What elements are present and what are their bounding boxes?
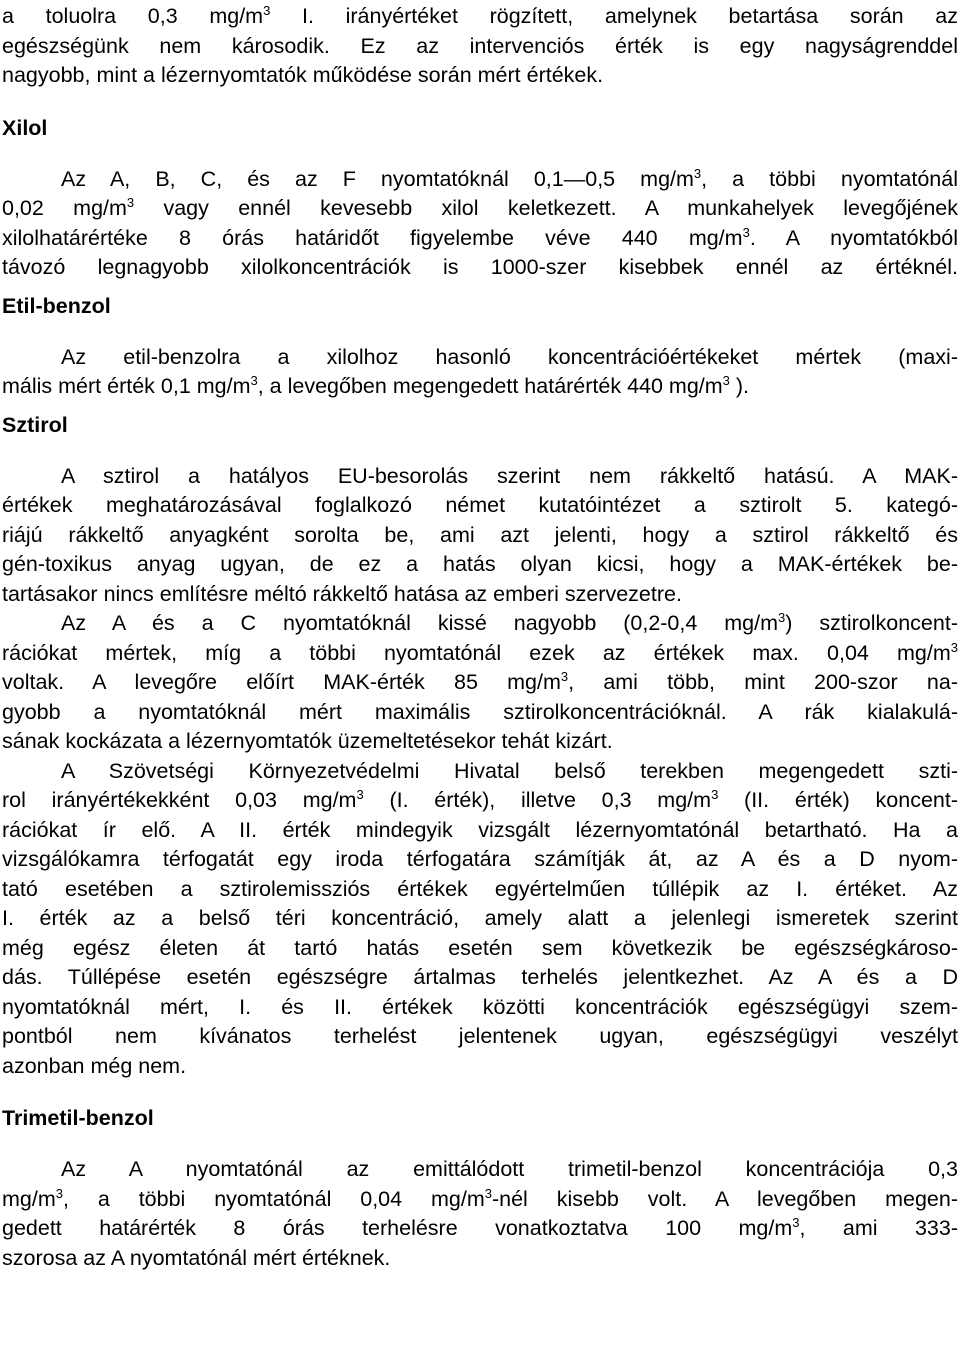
section-heading-etil-benzol: Etil-benzol — [2, 293, 111, 318]
text-line: gén-toxikus anyag ugyan, de ez a hatás olyan kicsi, hogy a MAK-értékek be- — [2, 552, 958, 576]
text-span: I. irányértéket rögzített, amelynek betartása során az — [270, 4, 958, 28]
text-line: sának kockázata a lézernyomtatók üzemeltetésekor tehát kizárt. — [2, 729, 613, 753]
sztirol-paragraph-1 — [2, 462, 958, 610]
text-line: Az etil-benzolra a xilolhoz hasonló koncentrációértékeket mértek (maxi- — [61, 344, 958, 369]
text-line: pontból nem kívánatos terhelést jelentenek ugyan, egészségügyi veszélyt — [2, 1024, 958, 1048]
text-line: riájú rákkeltő anyagként sorolta be, ami azt jelenti, hogy a sztirol rákkeltő és — [2, 522, 958, 547]
text-line: nagyobb, mint a lézernyomtatók működése során mért értékek. — [2, 63, 604, 87]
superscript: 3 — [356, 787, 364, 802]
superscript: 3 — [263, 3, 271, 18]
text-line: értékek meghatározásával foglalkozó német kutatóintézet a sztirolt 5. kategó- — [2, 493, 958, 517]
superscript: 3 — [742, 224, 750, 240]
text-line: tató esetében a sztirolemissziós értékek egyértelműen túllépik az I. értéket. Az — [2, 876, 958, 901]
text-span: voltak. A levegőre előírt MAK-érték 85 mg/m — [2, 670, 561, 694]
text-span: . A nyomtatókból — [749, 225, 958, 250]
trimetil-benzol-paragraph — [2, 1155, 958, 1273]
text-line: vizsgálókamra térfogatát egy iroda térfogatára számítják át, az A és a D nyom- — [2, 847, 958, 871]
text-line: azonban még nem. — [2, 1053, 187, 1078]
text-span: xilolhatárértéke 8 órás határidőt figyelembe véve 440 mg/m — [2, 225, 743, 250]
text-span: ). — [729, 374, 750, 398]
text-span: Az A, B, C, és az F nyomtatóknál 0,1—0,5 mg/m — [61, 166, 694, 191]
text-span: (I. érték), illetve 0,3 mg/m — [363, 788, 712, 812]
text-line: távozó legnagyobb xilolkoncentrációk is 1000-szer kisebbek ennél az értéknél. — [2, 255, 958, 279]
text-span: Az A és a C nyomtatóknál kissé nagyobb (0,2-0,4 mg/m — [61, 611, 779, 635]
text-line: tartásakor nincs említésre méltó rákkeltő hatása az emberi szervezetre. — [2, 581, 682, 606]
xilol-paragraph — [2, 165, 958, 283]
text-line — [2, 609, 958, 639]
text-span: mg/m — [2, 1186, 56, 1211]
text-span: , a többi nyomtatónál 0,04 mg/m — [62, 1186, 485, 1211]
superscript: 3 — [560, 669, 569, 684]
text-line: dás. Túllépése esetén egészségre ártalmas terhelés jelentkezhet. Az A és a D — [2, 965, 958, 989]
text-line — [2, 1214, 958, 1244]
text-line: A Szövetségi Környezetvédelmi Hivatal belső terekben megengedett szti- — [61, 758, 958, 783]
text-line — [2, 224, 958, 254]
text-span: , a levegőben megengedett határérték 440 mg/m — [257, 374, 723, 398]
text-line — [2, 1185, 958, 1215]
text-span: -nél kisebb volt. A levegőben megen- — [491, 1186, 958, 1211]
superscript: 3 — [55, 1185, 63, 1201]
text-span: gedett határérték 8 órás terhelésre vonatkoztatva 100 mg/m — [2, 1216, 793, 1240]
superscript: 3 — [693, 165, 702, 181]
text-span: , ami több, mint 200-szor na- — [568, 670, 958, 694]
superscript: 3 — [778, 610, 786, 625]
text-span: vagy ennél kevesebb xilol keletkezett. A munkahelyek levegőjének — [134, 196, 958, 220]
sztirol-paragraph-2 — [2, 609, 958, 757]
text-line — [2, 372, 958, 402]
text-span: rol irányértékekként 0,03 mg/m — [2, 788, 357, 812]
superscript: 3 — [484, 1185, 492, 1201]
text-span: rációkat mértek, míg a többi nyomtatónál ezek az értékek max. 0,04 mg/m — [2, 640, 951, 665]
sztirol-paragraph-3 — [2, 757, 958, 1082]
text-line: rációkat ír elő. A II. érték mindegyik vizsgált lézernyomtatónál betartható. Ha a — [2, 817, 958, 842]
text-line: szorosa az A nyomtatónál mért értéknek. — [2, 1245, 391, 1270]
text-span: mális mért érték 0,1 mg/m — [2, 374, 251, 398]
section-heading-sztirol: Sztirol — [2, 412, 68, 437]
text-span: (II. érték) koncent- — [718, 788, 958, 812]
text-line — [2, 165, 958, 195]
text-line — [2, 668, 958, 698]
text-line: egészségünk nem károsodik. Ez az intervenciós érték is egy nagyságrenddel — [2, 33, 958, 58]
superscript: 3 — [950, 639, 958, 655]
text-span: , ami 333- — [799, 1216, 958, 1240]
text-line — [2, 786, 958, 816]
section-heading-xilol: Xilol — [2, 115, 48, 140]
text-line: A sztirol a hatályos EU-besorolás szerint nem rákkeltő hatású. A MAK- — [61, 463, 958, 488]
text-line — [2, 2, 958, 32]
superscript: 3 — [711, 787, 719, 802]
superscript: 3 — [126, 195, 135, 210]
etil-benzol-paragraph — [2, 343, 958, 402]
text-line: gyobb a nyomtatóknál mért maximális sztirolkoncentrációknál. A rák kialakulá- — [2, 699, 958, 724]
text-line: még egész életen át tartó hatás esetén sem következik be egészségkároso- — [2, 935, 958, 960]
text-line: nyomtatóknál mért, I. és II. értékek közötti koncentrációk egészségügyi szem- — [2, 994, 958, 1019]
section-heading-trimetil-benzol: Trimetil-benzol — [2, 1106, 154, 1130]
text-span: 0,02 mg/m — [2, 196, 127, 220]
text-span: ) sztirolkoncent- — [785, 611, 958, 635]
text-line: Az A nyomtatónál az emittálódott trimetil-benzol koncentrációja 0,3 — [61, 1157, 958, 1181]
text-span: a toluolra 0,3 mg/m — [2, 4, 264, 28]
text-line — [2, 194, 958, 224]
superscript: 3 — [250, 373, 258, 388]
text-line: I. érték az a belső téri koncentráció, amely alatt a jelenlegi ismeretek szerint — [2, 906, 958, 930]
text-line — [2, 639, 958, 669]
superscript: 3 — [792, 1215, 800, 1230]
text-span: , a többi nyomtatónál — [701, 166, 958, 191]
intro-paragraph — [2, 2, 958, 91]
superscript: 3 — [722, 373, 730, 388]
